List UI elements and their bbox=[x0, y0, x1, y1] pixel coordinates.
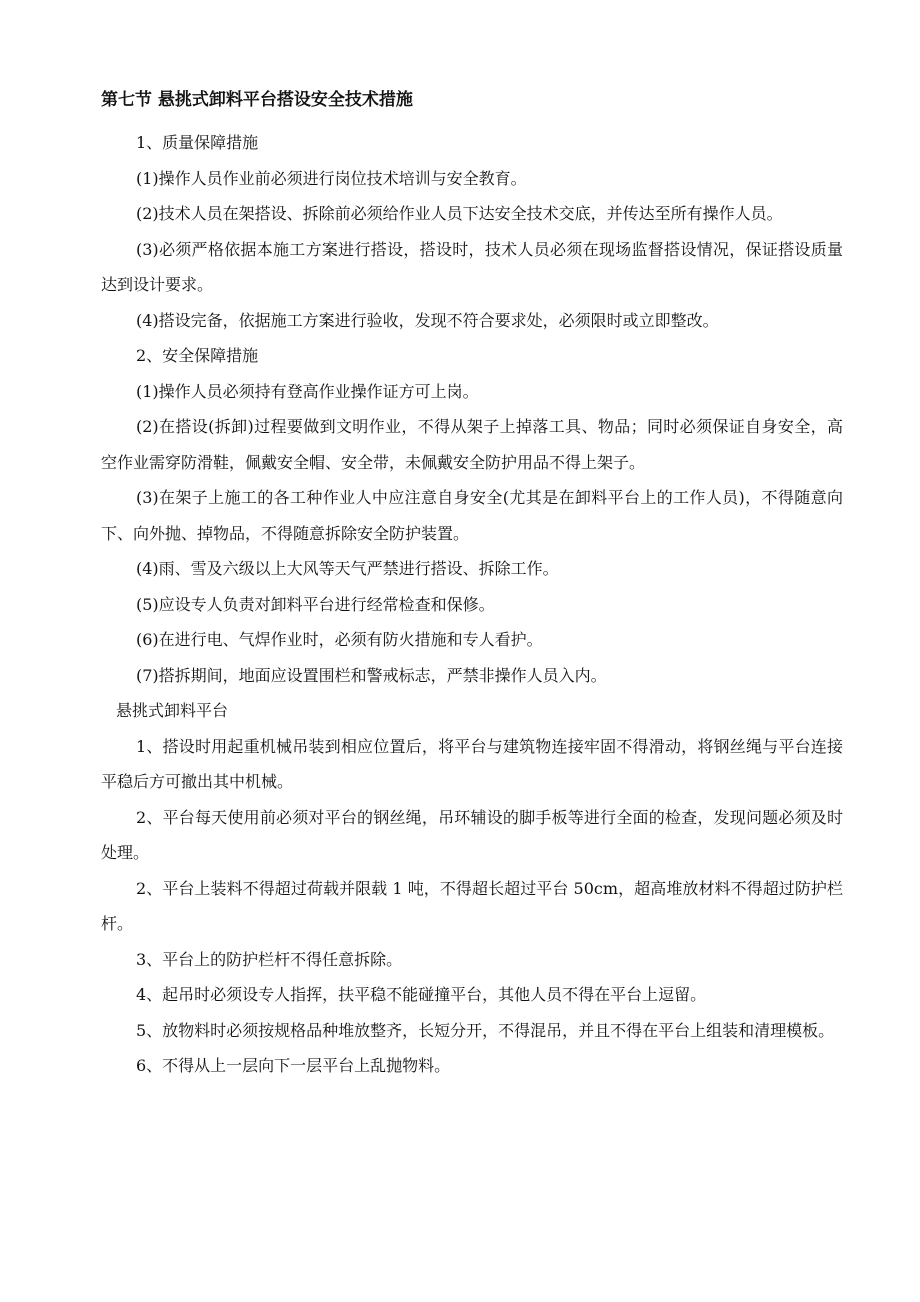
paragraph: 5、放物料时必须按规格品种堆放整齐，长短分开，不得混吊，并且不得在平台上组装和清理模板。 bbox=[136, 1020, 835, 1040]
paragraph: (7)搭拆期间，地面应设置围栏和警戒标志，严禁非操作人员入内。 bbox=[136, 665, 607, 685]
heading-quality-measures: 1、质量保障措施 bbox=[136, 133, 259, 152]
subheading-cantilever-platform: 悬挑式卸料平台 bbox=[116, 701, 229, 720]
paragraph: 1、搭设时用起重机械吊装到相应位置后，将平台与建筑物连接牢固不得滑动，将钢丝绳与平台连接平稳后方可撤出其中机械。 bbox=[101, 736, 843, 791]
paragraph: 4、起吊时必须设专人指挥，扶平稳不能碰撞平台，其他人员不得在平台上逗留。 bbox=[136, 985, 707, 1004]
paragraph: (3)必须严格依据本施工方案进行搭设，搭设时，技术人员必须在现场监督搭设情况，保证搭设质量达到设计要求。 bbox=[101, 239, 843, 294]
paragraph: (1)操作人员必须持有登高作业操作证方可上岗。 bbox=[136, 381, 479, 401]
paragraph: (2)技术人员在架搭设、拆除前必须给作业人员下达安全技术交底，并传达至所有操作人员。 bbox=[136, 204, 783, 223]
document-page bbox=[101, 90, 843, 1084]
paragraph: (6)在进行电、气焊作业时，必须有防火措施和专人看护。 bbox=[136, 630, 543, 649]
paragraph: (5)应设专人负责对卸料平台进行经常检查和保修。 bbox=[136, 594, 495, 614]
section-title: 第七节 悬挑式卸料平台搭设安全技术措施 bbox=[101, 90, 413, 110]
paragraph: 3、平台上的防护栏杆不得任意拆除。 bbox=[136, 949, 403, 969]
heading-safety-measures: 2、安全保障措施 bbox=[136, 346, 259, 365]
paragraph: (3)在架子上施工的各工种作业人中应注意自身安全(尤其是在卸料平台上的工作人员)，不得随意向下、向外抛、掉物品，不得随意拆除安全防护装置。 bbox=[101, 488, 843, 543]
paragraph: 6、不得从上一层向下一层平台上乱抛物料。 bbox=[136, 1056, 451, 1075]
paragraph: (1)操作人员作业前必须进行岗位技术培训与安全教育。 bbox=[136, 168, 527, 188]
paragraph: 2、平台上装料不得超过荷载并限载 1 吨，不得超长超过平台 50cm，超高堆放材料不得超过防护栏杆。 bbox=[101, 878, 843, 933]
paragraph: (4)搭设完备，依据施工方案进行验收，发现不符合要求处，必须限时或立即整改。 bbox=[136, 310, 719, 330]
paragraph: 2、平台每天使用前必须对平台的钢丝绳，吊环辅设的脚手板等进行全面的检查，发现问题必须及时处理。 bbox=[101, 807, 843, 862]
paragraph: (2)在搭设(拆卸)过程要做到文明作业，不得从架子上掉落工具、物品；同时必须保证自身安全，高空作业需穿防滑鞋，佩戴安全帽、安全带，未佩戴安全防护用品不得上架子。 bbox=[101, 417, 843, 472]
paragraph: (4)雨、雪及六级以上大风等天气严禁进行搭设、拆除工作。 bbox=[136, 559, 559, 578]
